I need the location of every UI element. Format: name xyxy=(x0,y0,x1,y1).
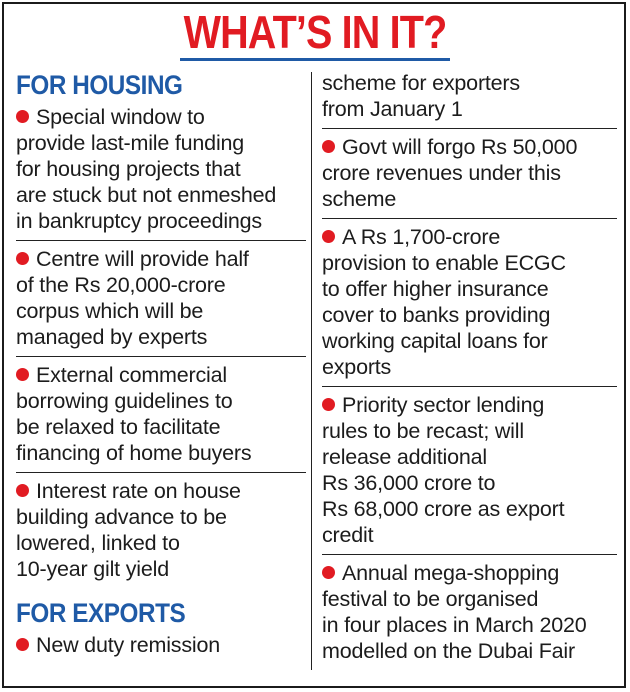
title-underline xyxy=(180,58,450,61)
housing-item-3: External commercial borrowing guidelines to be relaxed to facilitate financing of home buyers xyxy=(16,357,306,473)
housing-item-4: Interest rate on house building advance to be lowered, linked to 10-year gilt yield xyxy=(16,479,241,581)
bullet-icon xyxy=(322,230,335,243)
exports-item-3: A Rs 1,700-crore provision to enable ECGC to offer higher insurance cover to banks providing working capital loans for exports xyxy=(322,219,617,387)
bullet-icon xyxy=(322,140,335,153)
exports-item-5: Annual mega-shopping festival to be organised in four places in March 2020 modelled on the Dubai Fair xyxy=(322,561,587,663)
bullet-icon xyxy=(322,566,335,579)
housing-item-1: Special window to provide last-mile funding for housing projects that are stuck but not enmeshed in bankruptcy proceedings xyxy=(16,100,306,241)
exports-item-1-continued: scheme for exporters from January 1 xyxy=(322,70,617,129)
bullet-icon xyxy=(16,484,29,497)
bullet-icon xyxy=(16,368,29,381)
bullet-icon xyxy=(16,110,29,123)
exports-item-2: Govt will forgo Rs 50,000 crore revenues under this scheme xyxy=(322,129,617,219)
housing-item-2: Centre will provide half of the Rs 20,000-crore corpus which will be managed by experts xyxy=(16,241,306,357)
bullet-icon xyxy=(16,638,29,651)
exports-item-4: Priority sector lending rules to be recast; will release additional Rs 36,000 crore to Rs 68,000 crore as export credit xyxy=(322,387,617,555)
exports-heading: FOR EXPORTS xyxy=(16,598,186,628)
column-divider xyxy=(311,72,312,670)
housing-heading: FOR HOUSING xyxy=(16,70,183,100)
right-column xyxy=(322,70,617,670)
left-column xyxy=(16,70,306,664)
bullet-icon xyxy=(322,398,335,411)
bullet-icon xyxy=(16,252,29,265)
exports-item-1-start: New duty remission xyxy=(16,628,306,664)
page-title: WHAT’S IN IT? xyxy=(183,6,447,58)
